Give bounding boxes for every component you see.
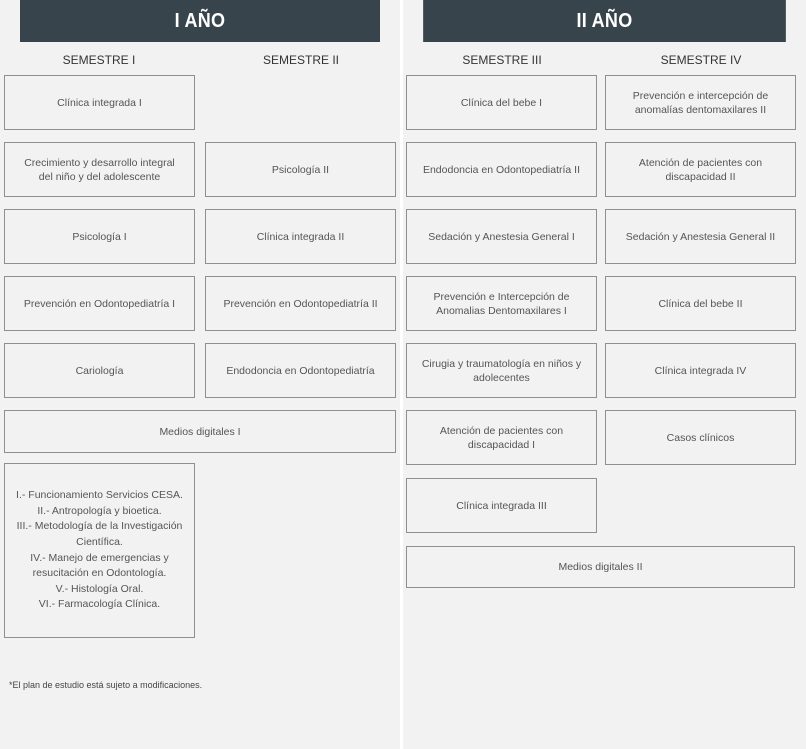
course-sedacion-1: Sedación y Anestesia General I — [406, 209, 597, 264]
transversal-courses-list: I.- Funcionamiento Servicios CESA. II.- Antropología y bioetica. III.- Metodología de la Investigación Científica. IV.- Manejo de emergencias y resucitación en Odontología. V.- Histología Oral. VI.- Farmacología Clínica. — [4, 463, 195, 638]
course-discapacidad-1: Atención de pacientes con discapacidad I — [406, 410, 597, 465]
course-clinica-bebe-2: Clínica del bebe II — [605, 276, 796, 331]
course-cirugia: Cirugia y traumatología en niños y adolecentes — [406, 343, 597, 398]
course-psicologia-2: Psicología II — [205, 142, 396, 197]
course-clinica-integrada-1: Clínica integrada I — [4, 75, 195, 130]
course-discapacidad-2: Atención de pacientes con discapacidad II — [605, 142, 796, 197]
semester-2-label: SEMESTRE II — [262, 53, 339, 67]
year-2-panel — [403, 0, 806, 749]
course-casos-clinicos: Casos clínicos — [605, 410, 796, 465]
course-medios-digitales-2: Medios digitales II — [406, 546, 795, 588]
semester-1-label: SEMESTRE I — [62, 53, 136, 67]
course-clinica-integrada-2: Clínica integrada II — [205, 209, 396, 264]
year-1-panel — [0, 0, 400, 749]
course-cariologia: Cariología — [4, 343, 195, 398]
course-medios-digitales-1: Medios digitales I — [4, 410, 396, 453]
course-prevencion-2: Prevención en Odontopediatría II — [205, 276, 396, 331]
course-endodoncia: Endodoncia en Odontopediatría — [205, 343, 396, 398]
course-prevencion-anomalias-2: Prevención e intercepción de anomalías dentomaxilares II — [605, 75, 796, 130]
course-clinica-integrada-3: Clínica integrada III — [406, 478, 597, 533]
course-clinica-bebe-1: Clínica del bebe I — [406, 75, 597, 130]
course-sedacion-2: Sedación y Anestesia General II — [605, 209, 796, 264]
year-2-title: II AÑO — [423, 0, 786, 42]
semester-3-label: SEMESTRE III — [462, 53, 542, 67]
course-prevencion-anomalias-1: Prevención e Intercepción de Anomalias Dentomaxilares I — [406, 276, 597, 331]
course-psicologia-1: Psicología I — [4, 209, 195, 264]
footnote: *El plan de estudio está sujeto a modificaciones. — [9, 680, 203, 690]
year-1-title: I AÑO — [20, 0, 380, 42]
course-clinica-integrada-4: Clínica integrada IV — [605, 343, 796, 398]
course-crecimiento-desarrollo: Crecimiento y desarrollo integral del niño y del adolescente — [4, 142, 195, 197]
semester-4-label: SEMESTRE IV — [660, 53, 742, 67]
course-prevencion-1: Prevención en Odontopediatría I — [4, 276, 195, 331]
course-endodoncia-2: Endodoncia en Odontopediatría II — [406, 142, 597, 197]
